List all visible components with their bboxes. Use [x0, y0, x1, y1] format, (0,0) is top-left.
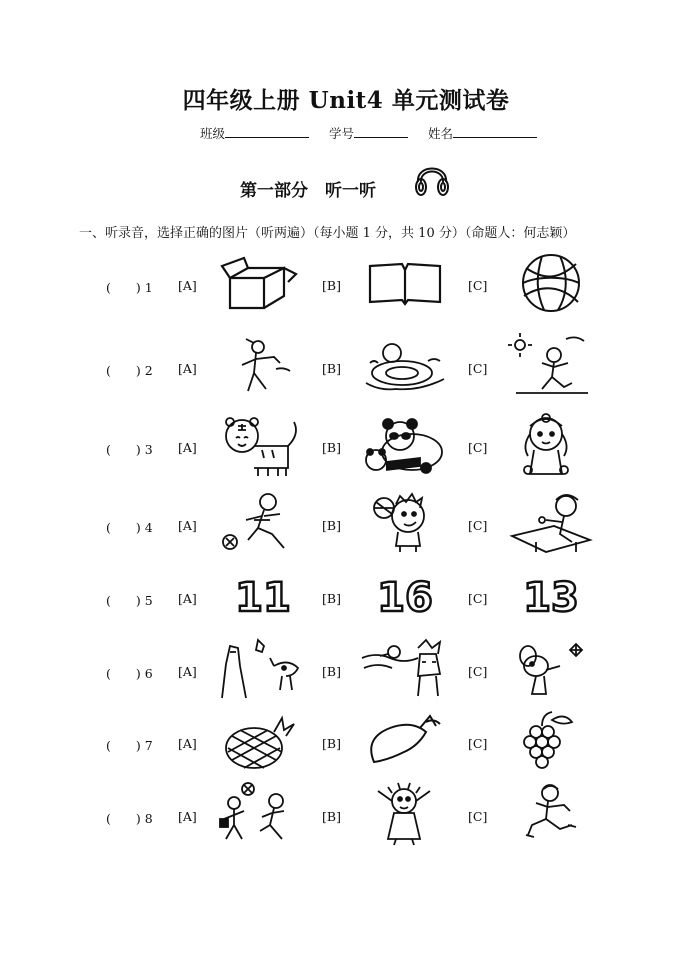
option-label-b: [B] — [322, 664, 341, 679]
swimming-boy-picture[interactable] — [360, 333, 450, 399]
option-label-b: [B] — [322, 518, 341, 533]
volleyball-picture[interactable] — [506, 250, 596, 316]
number-blank[interactable] — [354, 125, 408, 138]
question-number: 3 — [144, 442, 153, 457]
boy-running-picture[interactable] — [506, 781, 596, 847]
tiger-picture[interactable] — [218, 412, 308, 478]
option-label-a: [A] — [178, 591, 197, 606]
question-row-1 — [0, 250, 692, 320]
answer-blank[interactable] — [106, 278, 153, 296]
question-number: 7 — [144, 738, 153, 753]
question-row-5 — [0, 563, 692, 633]
answer-blank[interactable] — [106, 361, 153, 379]
option-label-c: [C] — [468, 518, 488, 533]
page-title: 四年级上册 Unit4 单元测试卷 — [182, 87, 510, 114]
answer-parentheses: ( ) — [106, 363, 141, 378]
question-number: 2 — [144, 363, 153, 378]
girl-ping-pong-picture[interactable] — [506, 490, 596, 556]
option-label-a: [A] — [178, 809, 197, 824]
answer-blank[interactable] — [106, 664, 153, 682]
option-label-a: [A] — [178, 736, 197, 751]
number-16-picture[interactable] — [360, 563, 450, 629]
kids-playing-ball-picture[interactable] — [218, 781, 308, 847]
number-label: 学号 — [329, 126, 355, 141]
option-label-c: [C] — [468, 809, 488, 824]
number-13-picture[interactable] — [506, 563, 596, 629]
answer-blank[interactable] — [106, 440, 153, 458]
option-label-c: [C] — [468, 591, 488, 606]
number-text: 11 — [235, 575, 291, 621]
box-picture[interactable] — [218, 250, 308, 316]
answer-blank[interactable] — [106, 736, 153, 754]
number-11-picture[interactable] — [218, 563, 308, 629]
number-text: 13 — [523, 575, 579, 621]
answer-parentheses: ( ) — [106, 593, 141, 608]
answer-blank[interactable] — [106, 591, 153, 609]
option-label-c: [C] — [468, 361, 488, 376]
name-blank[interactable] — [453, 125, 537, 138]
question-row-4 — [0, 490, 692, 560]
option-label-c: [C] — [468, 440, 488, 455]
answer-parentheses: ( ) — [106, 666, 141, 681]
question-row-3 — [0, 412, 692, 482]
option-label-b: [B] — [322, 591, 341, 606]
question-row-2 — [0, 333, 692, 403]
question-number: 5 — [144, 593, 153, 608]
question-row-8 — [0, 781, 692, 851]
pineapple-picture[interactable] — [218, 708, 308, 774]
book-picture[interactable] — [360, 250, 450, 316]
option-label-b: [B] — [322, 278, 341, 293]
option-label-a: [A] — [178, 278, 197, 293]
answer-blank[interactable] — [106, 518, 153, 536]
question-row-7 — [0, 708, 692, 778]
answer-parentheses: ( ) — [106, 280, 141, 295]
class-label: 班级 — [200, 126, 226, 141]
option-label-b: [B] — [322, 736, 341, 751]
answer-parentheses: ( ) — [106, 738, 141, 753]
question-number: 8 — [144, 811, 153, 826]
answer-blank[interactable] — [106, 809, 153, 827]
option-label-a: [A] — [178, 361, 197, 376]
part-heading: 第一部分 听一听 — [240, 181, 376, 201]
option-label-a: [A] — [178, 664, 197, 679]
question-row-6 — [0, 636, 692, 706]
question-number: 4 — [144, 520, 153, 535]
class-blank[interactable] — [225, 125, 309, 138]
boy-jumping-picture[interactable] — [360, 781, 450, 847]
grapes-picture[interactable] — [506, 708, 596, 774]
option-label-a: [A] — [178, 518, 197, 533]
option-label-b: [B] — [322, 440, 341, 455]
instruction-text: 一、听录音，选择正确的图片（听两遍）（每小题 1 分，共 10 分）（命题人：何志颖） — [79, 226, 576, 241]
student-info-line — [200, 124, 553, 142]
question-number: 6 — [144, 666, 153, 681]
option-label-a: [A] — [178, 440, 197, 455]
mouse-butterfly-picture[interactable] — [506, 636, 596, 702]
panda-picture[interactable] — [360, 412, 450, 478]
headphones-icon — [413, 156, 451, 198]
mango-picture[interactable] — [360, 708, 450, 774]
option-label-c: [C] — [468, 736, 488, 751]
answer-parentheses: ( ) — [106, 520, 141, 535]
doll-picture[interactable] — [506, 412, 596, 478]
boy-skating-picture[interactable] — [506, 333, 596, 399]
option-label-c: [C] — [468, 278, 488, 293]
duck-cat-picture[interactable] — [360, 636, 450, 702]
option-label-c: [C] — [468, 664, 488, 679]
answer-parentheses: ( ) — [106, 811, 141, 826]
answer-parentheses: ( ) — [106, 442, 141, 457]
animals-picture[interactable] — [218, 636, 308, 702]
boy-basketball-picture[interactable] — [360, 490, 450, 556]
option-label-b: [B] — [322, 361, 341, 376]
question-number: 1 — [144, 280, 153, 295]
number-text: 16 — [377, 575, 433, 621]
boy-running-picture[interactable] — [218, 333, 308, 399]
boy-kicking-ball-picture[interactable] — [218, 490, 308, 556]
option-label-b: [B] — [322, 809, 341, 824]
name-label: 姓名 — [428, 126, 454, 141]
